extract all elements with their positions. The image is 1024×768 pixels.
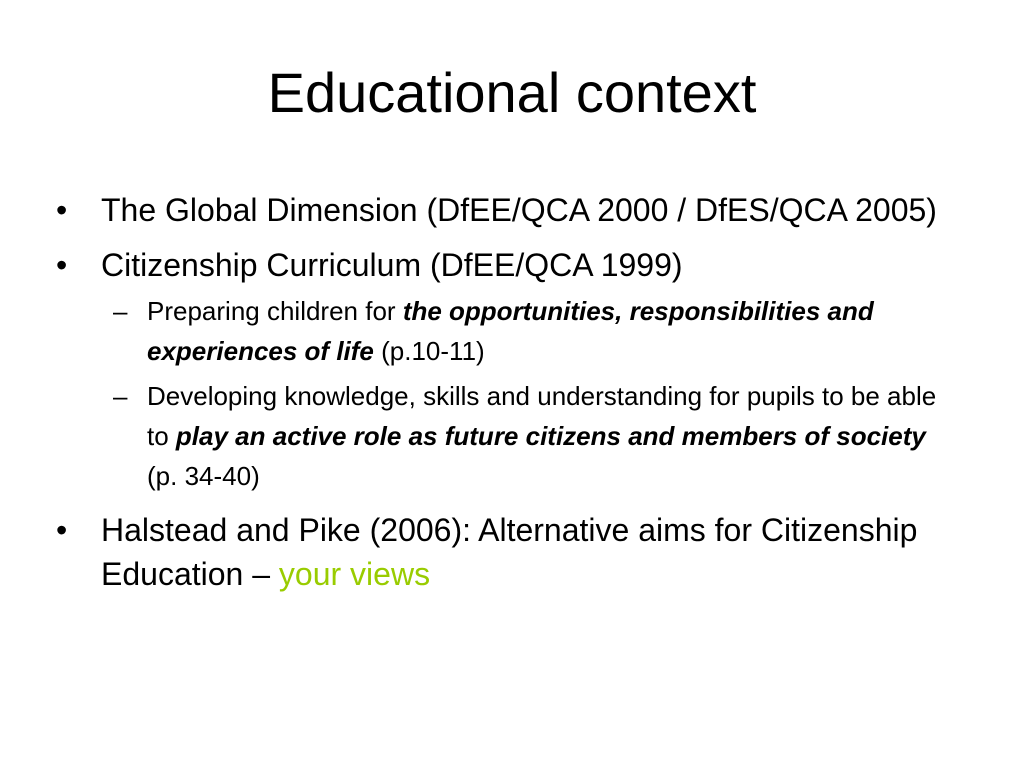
slide-title: Educational context [267, 61, 757, 124]
slide-body [56, 188, 956, 607]
sub-bullet-list [101, 291, 956, 496]
sub-bullet-text-plain: Developing knowledge, skills and understanding for pupils to be able to [147, 381, 937, 451]
sub-bullet-page-ref: (p. 34-40) [147, 461, 260, 491]
sub-bullet-text-emphasis: the opportunities, responsibilities and experiences of life [147, 296, 874, 366]
bullet-marker: • [56, 512, 68, 548]
bullet-text: The Global Dimension (DfEE/QCA 2000 / DfES/QCA 2005) [101, 192, 937, 228]
sub-bullet-page-ref: (p.10-11) [373, 336, 485, 366]
bullet-item-citizenship-curriculum [56, 243, 956, 287]
highlight-your-views: your views [278, 556, 431, 592]
dash-marker: – [113, 296, 128, 326]
bullet-marker: • [56, 192, 68, 228]
bullet-marker: • [56, 247, 68, 283]
bullet-text: Citizenship Curriculum (DfEE/QCA 1999) [101, 247, 683, 283]
sub-bullet-item-preparing-children [101, 291, 956, 371]
sub-bullet-item-developing-knowledge [101, 376, 956, 496]
sub-bullet-text-emphasis: play an active role as future citizens and members of society [175, 421, 926, 451]
bullet-text: Halstead and Pike (2006): Alternative aims for Citizenship Education – [101, 512, 918, 592]
dash-marker: – [113, 381, 128, 411]
bullet-item-global-dimension [56, 188, 956, 232]
sub-bullet-text-plain: Preparing children for [147, 296, 403, 326]
bullet-item-halstead-pike [56, 508, 956, 596]
